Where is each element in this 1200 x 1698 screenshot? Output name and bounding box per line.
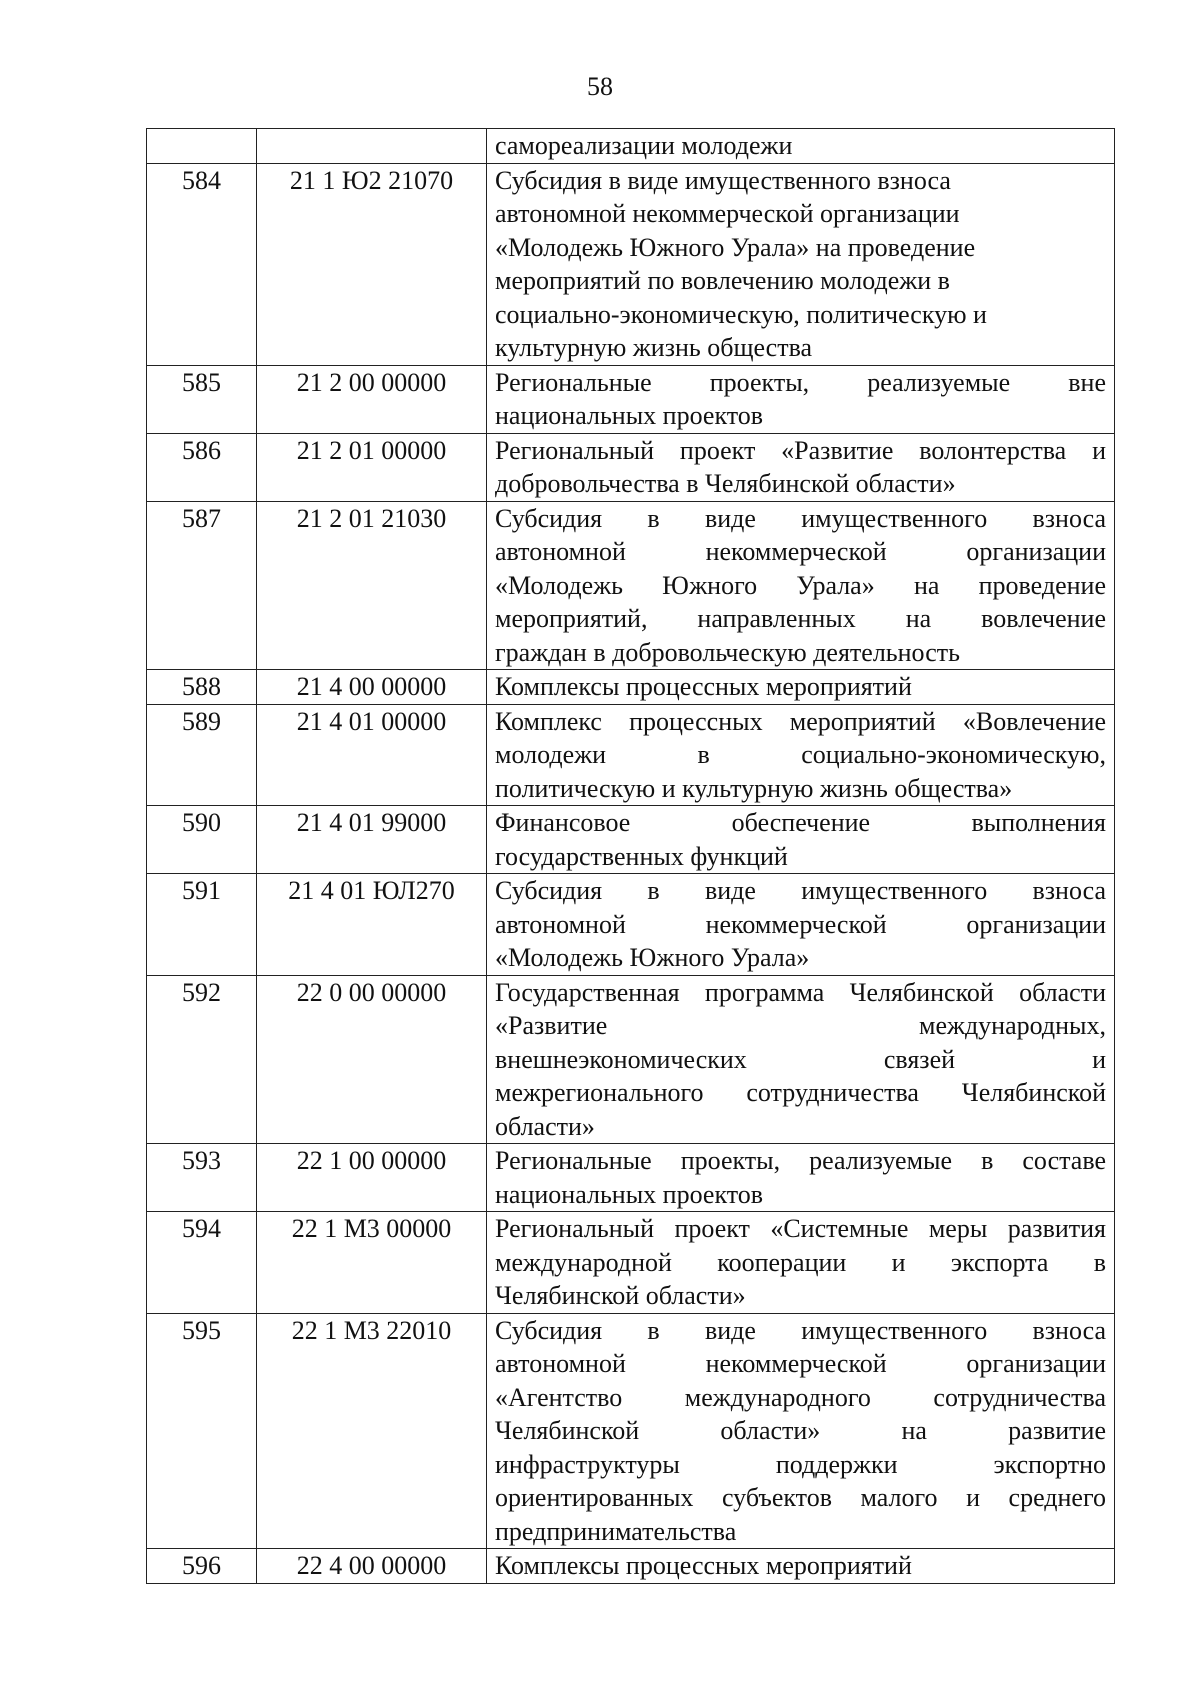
table-row xyxy=(147,874,1115,976)
description-cell xyxy=(487,501,1115,670)
description-line: Региональный проект «Системные меры развития xyxy=(495,1214,1106,1243)
row-number-cell: 590 xyxy=(147,806,257,874)
description-line: Челябинской области» xyxy=(495,1281,746,1310)
description-line: Региональные проекты, реализуемые в составе xyxy=(495,1146,1106,1175)
description-line: Челябинской области» на развитие xyxy=(495,1416,1106,1445)
description-cell xyxy=(487,433,1115,501)
description-line: молодежи в социально-экономическую, xyxy=(495,740,1106,769)
row-number-cell: 588 xyxy=(147,670,257,705)
row-number-cell: 596 xyxy=(147,1549,257,1584)
description-line: «Молодежь Южного Урала» xyxy=(495,943,810,972)
description-line: предпринимательства xyxy=(495,1516,737,1546)
description-cell xyxy=(487,1313,1115,1549)
description-line: государственных функций xyxy=(495,841,788,871)
classification-code-cell: 21 4 00 00000 xyxy=(257,670,487,705)
description-line: национальных проектов xyxy=(495,401,764,430)
description-line: «Агентство международного сотрудничества xyxy=(495,1382,1106,1412)
description-line: Государственная программа Челябинской области xyxy=(495,977,1106,1007)
description-line: Субсидия в виде имущественного взноса xyxy=(495,165,951,195)
classification-code-cell: 21 2 01 00000 xyxy=(257,433,487,501)
row-number-cell: 587 xyxy=(147,501,257,670)
row-number-cell: 584 xyxy=(147,163,257,365)
description-cell xyxy=(487,704,1115,806)
table-row xyxy=(147,670,1115,705)
description-line: мероприятий по вовлечению молодежи в xyxy=(495,266,950,295)
classification-code-cell: 22 1 М3 00000 xyxy=(257,1212,487,1314)
classification-code-cell: 21 2 00 00000 xyxy=(257,365,487,433)
description-line: самореализации молодежи xyxy=(495,131,793,160)
table-row xyxy=(147,1549,1115,1584)
description-cell xyxy=(487,1549,1115,1584)
classification-code-cell: 22 4 00 00000 xyxy=(257,1549,487,1584)
description-line: международной кооперации и экспорта в xyxy=(495,1247,1106,1277)
description-line: Региональный проект «Развитие волонтерства и xyxy=(495,435,1106,465)
row-number-cell: 585 xyxy=(147,365,257,433)
table-row xyxy=(147,704,1115,806)
description-line: «Молодежь Южного Урала» на проведение xyxy=(495,232,976,262)
description-line: Комплексы процессных мероприятий xyxy=(495,1551,912,1580)
table-row xyxy=(147,975,1115,1144)
description-cell xyxy=(487,806,1115,874)
row-number-cell: 591 xyxy=(147,874,257,976)
page-number: 58 xyxy=(587,72,613,101)
description-line: ориентированных субъектов малого и среднего xyxy=(495,1483,1106,1512)
classification-code-cell xyxy=(257,129,487,164)
description-line: автономной некоммерческой организации xyxy=(495,199,960,228)
classification-code-cell: 22 0 00 00000 xyxy=(257,975,487,1144)
table-row xyxy=(147,129,1115,164)
classification-code-cell: 21 2 01 21030 xyxy=(257,501,487,670)
table-row xyxy=(147,1212,1115,1314)
table-row xyxy=(147,433,1115,501)
description-cell xyxy=(487,365,1115,433)
row-number-cell: 594 xyxy=(147,1212,257,1314)
description-line: инфраструктуры поддержки экспортно xyxy=(495,1449,1106,1479)
description-line: Комплексы процессных мероприятий xyxy=(495,672,912,701)
description-line: Субсидия в виде имущественного взноса xyxy=(495,876,1106,905)
row-number-cell: 595 xyxy=(147,1313,257,1549)
budget-classification-table xyxy=(146,128,1115,1584)
description-line: Субсидия в виде имущественного взноса xyxy=(495,503,1106,533)
description-cell xyxy=(487,874,1115,976)
description-line: мероприятий, направленных на вовлечение xyxy=(495,604,1106,633)
description-line: «Развитие международных, xyxy=(495,1011,1106,1040)
description-line: межрегионального сотрудничества Челябинской xyxy=(495,1078,1106,1107)
description-line: социально-экономическую, политическую и xyxy=(495,299,987,329)
description-line: автономной некоммерческой организации xyxy=(495,537,1106,566)
description-line: Региональные проекты, реализуемые вне xyxy=(495,367,1106,397)
table-row xyxy=(147,1144,1115,1212)
description-line: внешнеэкономических связей и xyxy=(495,1044,1106,1074)
description-line: политическую и культурную жизнь общества» xyxy=(495,773,1013,803)
description-cell xyxy=(487,1144,1115,1212)
row-number-cell: 593 xyxy=(147,1144,257,1212)
description-line: области» xyxy=(495,1111,595,1141)
table-row xyxy=(147,365,1115,433)
description-cell xyxy=(487,670,1115,705)
classification-code-cell: 21 4 01 00000 xyxy=(257,704,487,806)
classification-code-cell: 21 1 Ю2 21070 xyxy=(257,163,487,365)
table-row xyxy=(147,163,1115,365)
classification-code-cell: 21 4 01 99000 xyxy=(257,806,487,874)
description-cell xyxy=(487,129,1115,164)
description-line: «Молодежь Южного Урала» на проведение xyxy=(495,570,1106,600)
row-number-cell: 589 xyxy=(147,704,257,806)
description-line: культурную жизнь общества xyxy=(495,333,813,362)
description-line: автономной некоммерческой организации xyxy=(495,1349,1106,1378)
description-line: Финансовое обеспечение выполнения xyxy=(495,808,1106,837)
row-number-cell xyxy=(147,129,257,164)
classification-code-cell: 22 1 00 00000 xyxy=(257,1144,487,1212)
description-line: Субсидия в виде имущественного взноса xyxy=(495,1315,1106,1345)
table-row xyxy=(147,501,1115,670)
description-cell xyxy=(487,1212,1115,1314)
table-row xyxy=(147,806,1115,874)
classification-code-cell: 22 1 М3 22010 xyxy=(257,1313,487,1549)
table-body xyxy=(147,129,1115,1584)
description-line: национальных проектов xyxy=(495,1179,764,1209)
description-cell xyxy=(487,163,1115,365)
description-cell xyxy=(487,975,1115,1144)
description-line: граждан в добровольческую деятельность xyxy=(495,637,960,667)
description-line: добровольчества в Челябинской области» xyxy=(495,469,956,498)
description-line: автономной некоммерческой организации xyxy=(495,909,1106,939)
table-row xyxy=(147,1313,1115,1549)
description-line: Комплекс процессных мероприятий «Вовлечение xyxy=(495,706,1106,736)
row-number-cell: 592 xyxy=(147,975,257,1144)
row-number-cell: 586 xyxy=(147,433,257,501)
classification-code-cell: 21 4 01 ЮЛ270 xyxy=(257,874,487,976)
